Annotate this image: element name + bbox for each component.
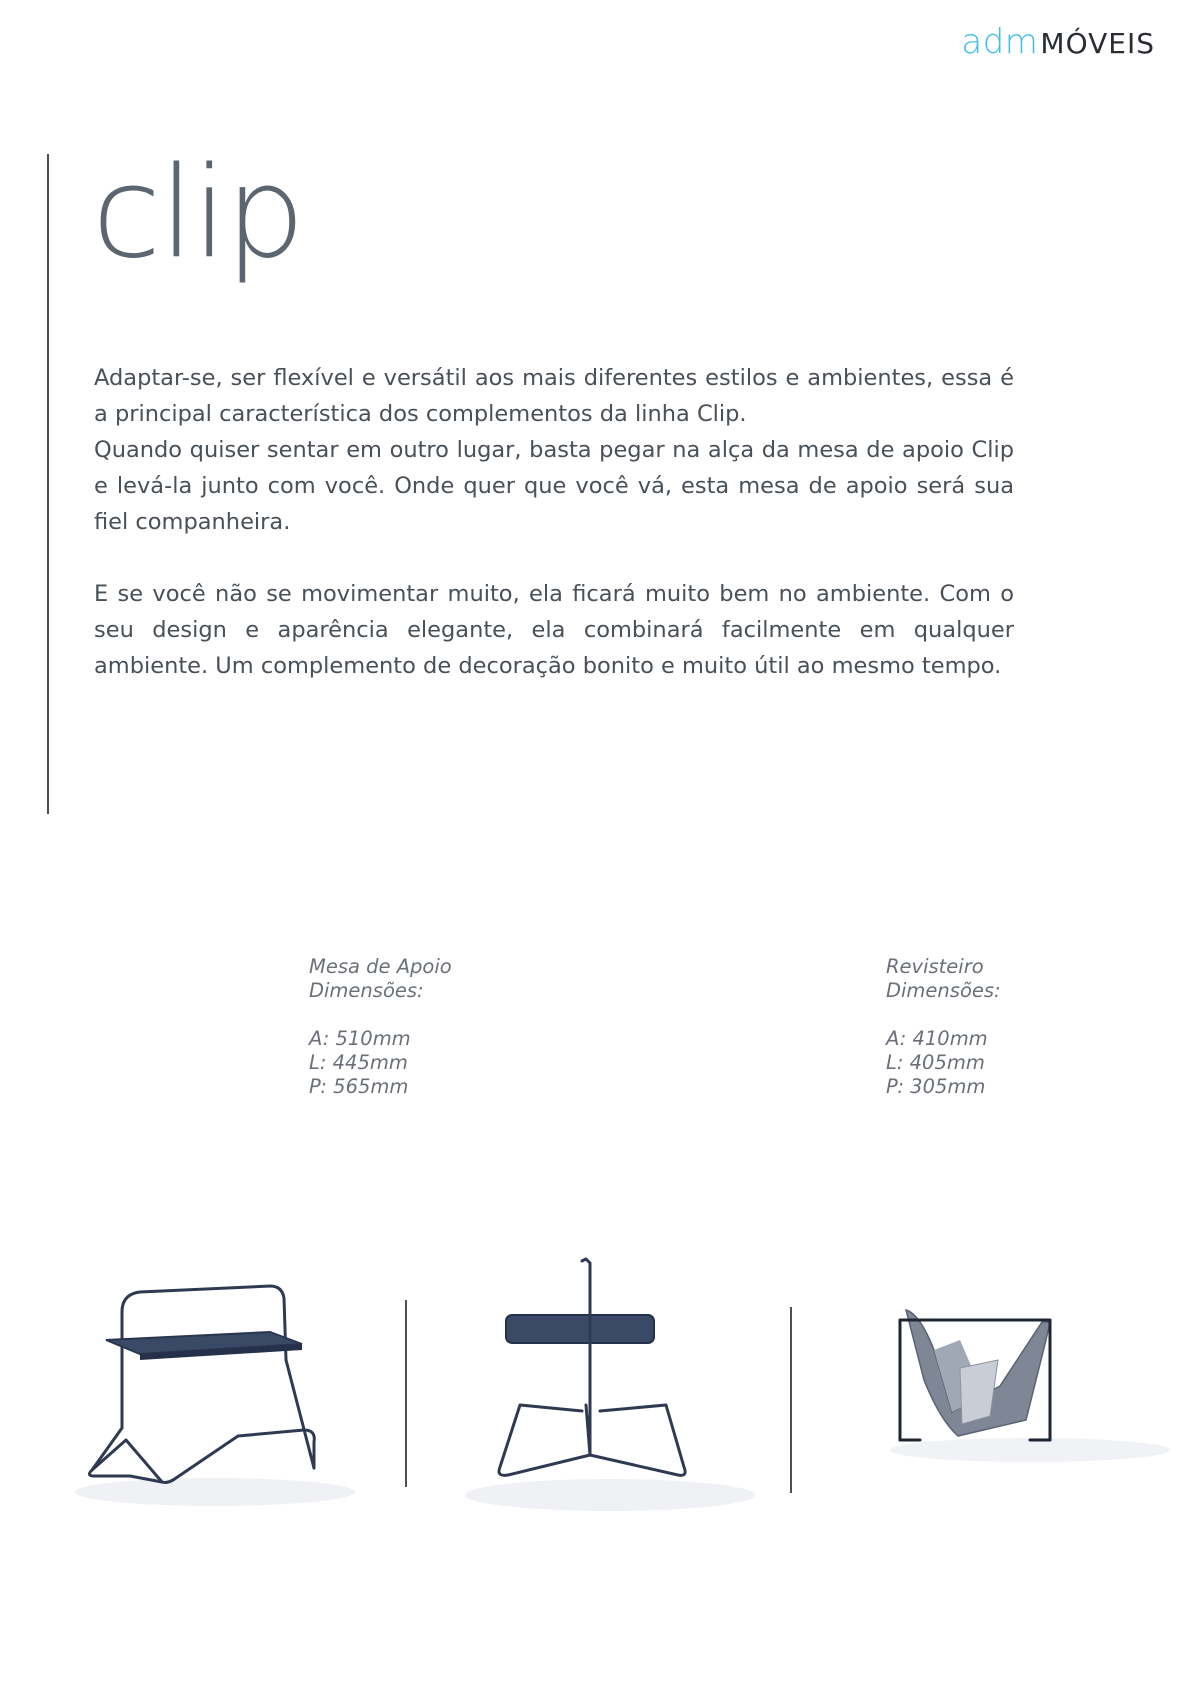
description-paragraph-2: Quando quiser sentar em outro lugar, basta pegar na alça da mesa de apoio Clip e levá-la junto com você. Onde quer que você vá, esta mesa de apoio será sua fiel companheira. bbox=[94, 437, 1014, 535]
brand-logo-moveis: MÓVEIS bbox=[1040, 27, 1155, 60]
spec-revisteiro bbox=[886, 955, 1001, 1099]
side-table-front-view-icon bbox=[460, 1255, 760, 1515]
spec-mesa-de-apoio bbox=[309, 955, 452, 1099]
description-paragraph-3: E se você não se movimentar muito, ela ficará muito bem no ambiente. Com o seu design e aparência elegante, ela combinará facilmente em qualquer ambiente. Um complemento de decoração bonito e muito útil ao mesmo tempo. bbox=[94, 581, 1014, 679]
side-table-side-view-icon bbox=[70, 1270, 360, 1510]
spec-depth: P: 305mm bbox=[886, 1075, 986, 1098]
spec-dimensions-label: Dimensões: bbox=[309, 979, 424, 1002]
spec-dimensions-label: Dimensões: bbox=[886, 979, 1001, 1002]
magazine-rack-icon bbox=[880, 1300, 1170, 1470]
spec-product-name: Revisteiro bbox=[886, 955, 984, 978]
spec-width: L: 445mm bbox=[309, 1051, 408, 1074]
spec-height: A: 510mm bbox=[309, 1027, 411, 1050]
spec-width: L: 405mm bbox=[886, 1051, 985, 1074]
image-divider-2 bbox=[790, 1307, 792, 1493]
left-accent-bar bbox=[47, 154, 49, 814]
page-title: clip bbox=[92, 139, 304, 286]
spec-height: A: 410mm bbox=[886, 1027, 988, 1050]
image-divider-1 bbox=[405, 1300, 407, 1487]
spec-product-name: Mesa de Apoio bbox=[309, 955, 452, 978]
description bbox=[94, 360, 1014, 684]
description-paragraph-1: Adaptar-se, ser flexível e versátil aos mais diferentes estilos e ambientes, essa é a principal característica dos complementos da linha Clip. bbox=[94, 365, 1014, 427]
brand-logo bbox=[961, 22, 1155, 62]
spec-depth: P: 565mm bbox=[309, 1075, 409, 1098]
brand-logo-adm: adm bbox=[961, 22, 1039, 62]
